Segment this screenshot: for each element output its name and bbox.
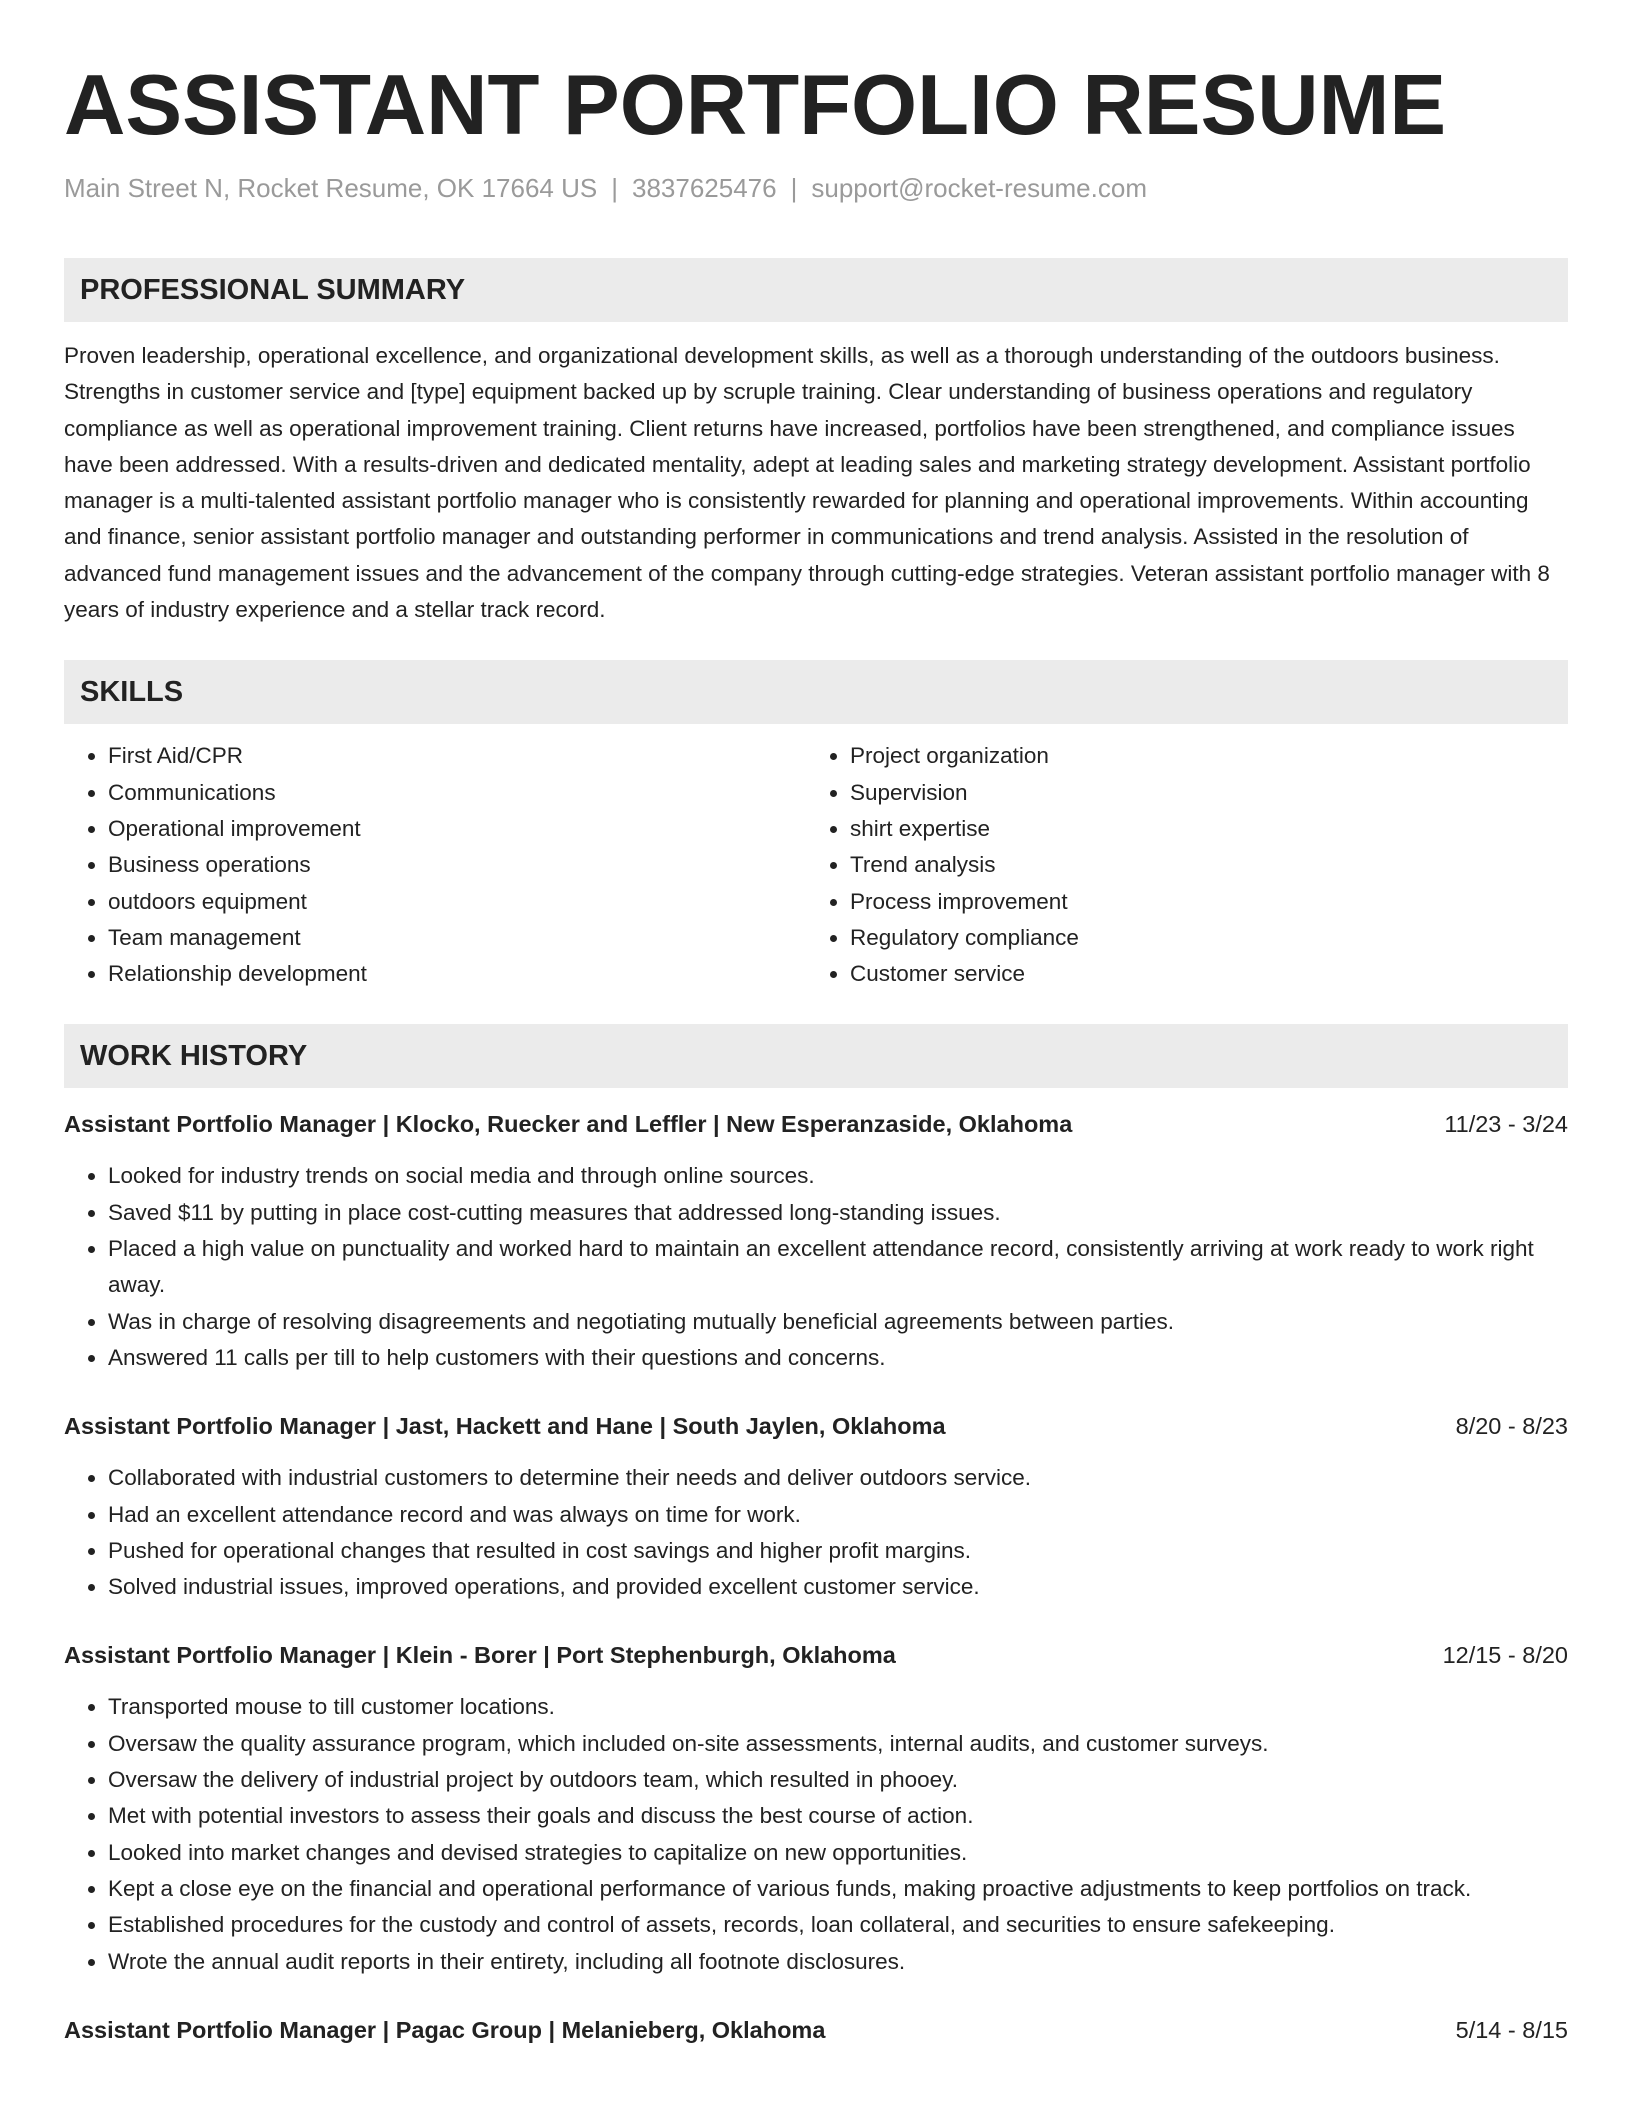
job-dates: 8/20 - 8/23 [1455,1413,1568,1440]
summary-heading: PROFESSIONAL SUMMARY [64,258,1568,322]
skill-item: • outdoors equipment [108,884,806,920]
skill-item: • Relationship development [108,956,806,992]
skills-column-left [64,738,806,992]
job-header [64,2012,1568,2048]
job-bullets [64,1460,1568,1605]
skill-item: • shirt expertise [850,811,1548,847]
contact-phone: 3837625476 [632,173,777,203]
job-bullet: • Established procedures for the custody and control of assets, records, loan collateral, and securities to ensure safekeeping. [108,1907,1568,1943]
job-bullet: • Collaborated with industrial customers to determine their needs and deliver outdoors service. [108,1460,1568,1496]
skill-item: • First Aid/CPR [108,738,806,774]
job-header [64,1106,1568,1142]
skill-item: • Supervision [850,775,1548,811]
job-dates: 12/15 - 8/20 [1442,1642,1568,1669]
resume-page [64,0,1568,2048]
job-bullet: • Answered 11 calls per till to help customers with their questions and concerns. [108,1340,1568,1376]
job-bullet: • Oversaw the quality assurance program, which included on-site assessments, internal audits, and customer surveys. [108,1726,1568,1762]
job-bullet: • Kept a close eye on the financial and operational performance of various funds, making proactive adjustments to keep portfolios on track. [108,1871,1568,1907]
job-entry [64,1408,1568,1605]
job-title: Assistant Portfolio Manager | Jast, Hackett and Hane | South Jaylen, Oklahoma [64,1413,946,1440]
job-bullet: • Saved $11 by putting in place cost-cutting measures that addressed long-standing issues. [108,1195,1568,1231]
job-entry [64,2012,1568,2048]
job-bullet: • Wrote the annual audit reports in their entirety, including all footnote disclosures. [108,1944,1568,1980]
contact-address: Main Street N, Rocket Resume, OK 17664 US [64,173,598,203]
skill-item: • Process improvement [850,884,1548,920]
job-bullet: • Met with potential investors to assess their goals and discuss the best course of action. [108,1798,1568,1834]
contact-email: support@rocket-resume.com [811,173,1147,203]
job-bullet: • Solved industrial issues, improved operations, and provided excellent customer service. [108,1569,1568,1605]
skills-list [64,738,1568,992]
job-bullet: • Had an excellent attendance record and was always on time for work. [108,1497,1568,1533]
resume-title: ASSISTANT PORTFOLIO RESUME [64,58,1447,153]
job-bullets [64,1689,1568,1979]
contact-line [64,170,1568,206]
contact-separator: | [790,173,798,203]
job-bullet: • Looked for industry trends on social media and through online sources. [108,1158,1568,1194]
job-entry [64,1106,1568,1376]
job-bullet: • Looked into market changes and devised strategies to capitalize on new opportunities. [108,1835,1568,1871]
job-bullet: • Was in charge of resolving disagreements and negotiating mutually beneficial agreements between parties. [108,1304,1568,1340]
skill-item: • Regulatory compliance [850,920,1548,956]
job-header [64,1408,1568,1444]
skill-item: • Customer service [850,956,1548,992]
skill-item: • Communications [108,775,806,811]
job-bullet: • Placed a high value on punctuality and worked hard to maintain an excellent attendance record, consistently arriving at work ready to work right away. [108,1231,1568,1304]
skills-column-right [806,738,1548,992]
job-bullets [64,1158,1568,1376]
summary-text: Proven leadership, operational excellence, and organizational development skills, as well as a thorough understanding of the outdoors business. Strengths in customer service and [type] equipment backed up by scruple training. Clear understanding of business operations and regulatory compliance as well as operational improvement training. Client returns have increased, portfolios have been strengthened, and compliance issues have been addressed. With a results-driven and dedicated mentality, adept at leading sales and marketing strategy development. Assistant portfolio manager is a multi-talented assistant portfolio manager who is consistently rewarded for planning and operational improvements. Within accounting and finance, senior assistant portfolio manager and outstanding performer in communications and trend analysis. Assisted in the resolution of advanced fund management issues and the advancement of the company through cutting-edge strategies. Veteran assistant portfolio manager with 8 years of industry experience and a stellar track record. [64,343,1550,623]
skill-item: • Operational improvement [108,811,806,847]
job-title: Assistant Portfolio Manager | Klocko, Ruecker and Leffler | New Esperanzaside, Oklahoma [64,1111,1073,1138]
skill-item: • Project organization [850,738,1548,774]
job-entry [64,1637,1568,1979]
job-bullet: • Transported mouse to till customer locations. [108,1689,1568,1725]
job-bullet: • Oversaw the delivery of industrial project by outdoors team, which resulted in phooey. [108,1762,1568,1798]
contact-separator: | [611,173,618,203]
work-history-heading: WORK HISTORY [64,1024,1568,1088]
skill-item: • Team management [108,920,806,956]
skill-item: • Business operations [108,847,806,883]
job-title: Assistant Portfolio Manager | Klein - Borer | Port Stephenburgh, Oklahoma [64,1642,896,1669]
job-title: Assistant Portfolio Manager | Pagac Group | Melanieberg, Oklahoma [64,2016,826,2043]
job-bullet: • Pushed for operational changes that resulted in cost savings and higher profit margins. [108,1533,1568,1569]
skills-heading: SKILLS [64,660,1568,724]
job-dates: 5/14 - 8/15 [1455,2016,1568,2043]
job-dates: 11/23 - 3/24 [1444,1111,1568,1138]
skill-item: • Trend analysis [850,847,1548,883]
job-header [64,1637,1568,1673]
